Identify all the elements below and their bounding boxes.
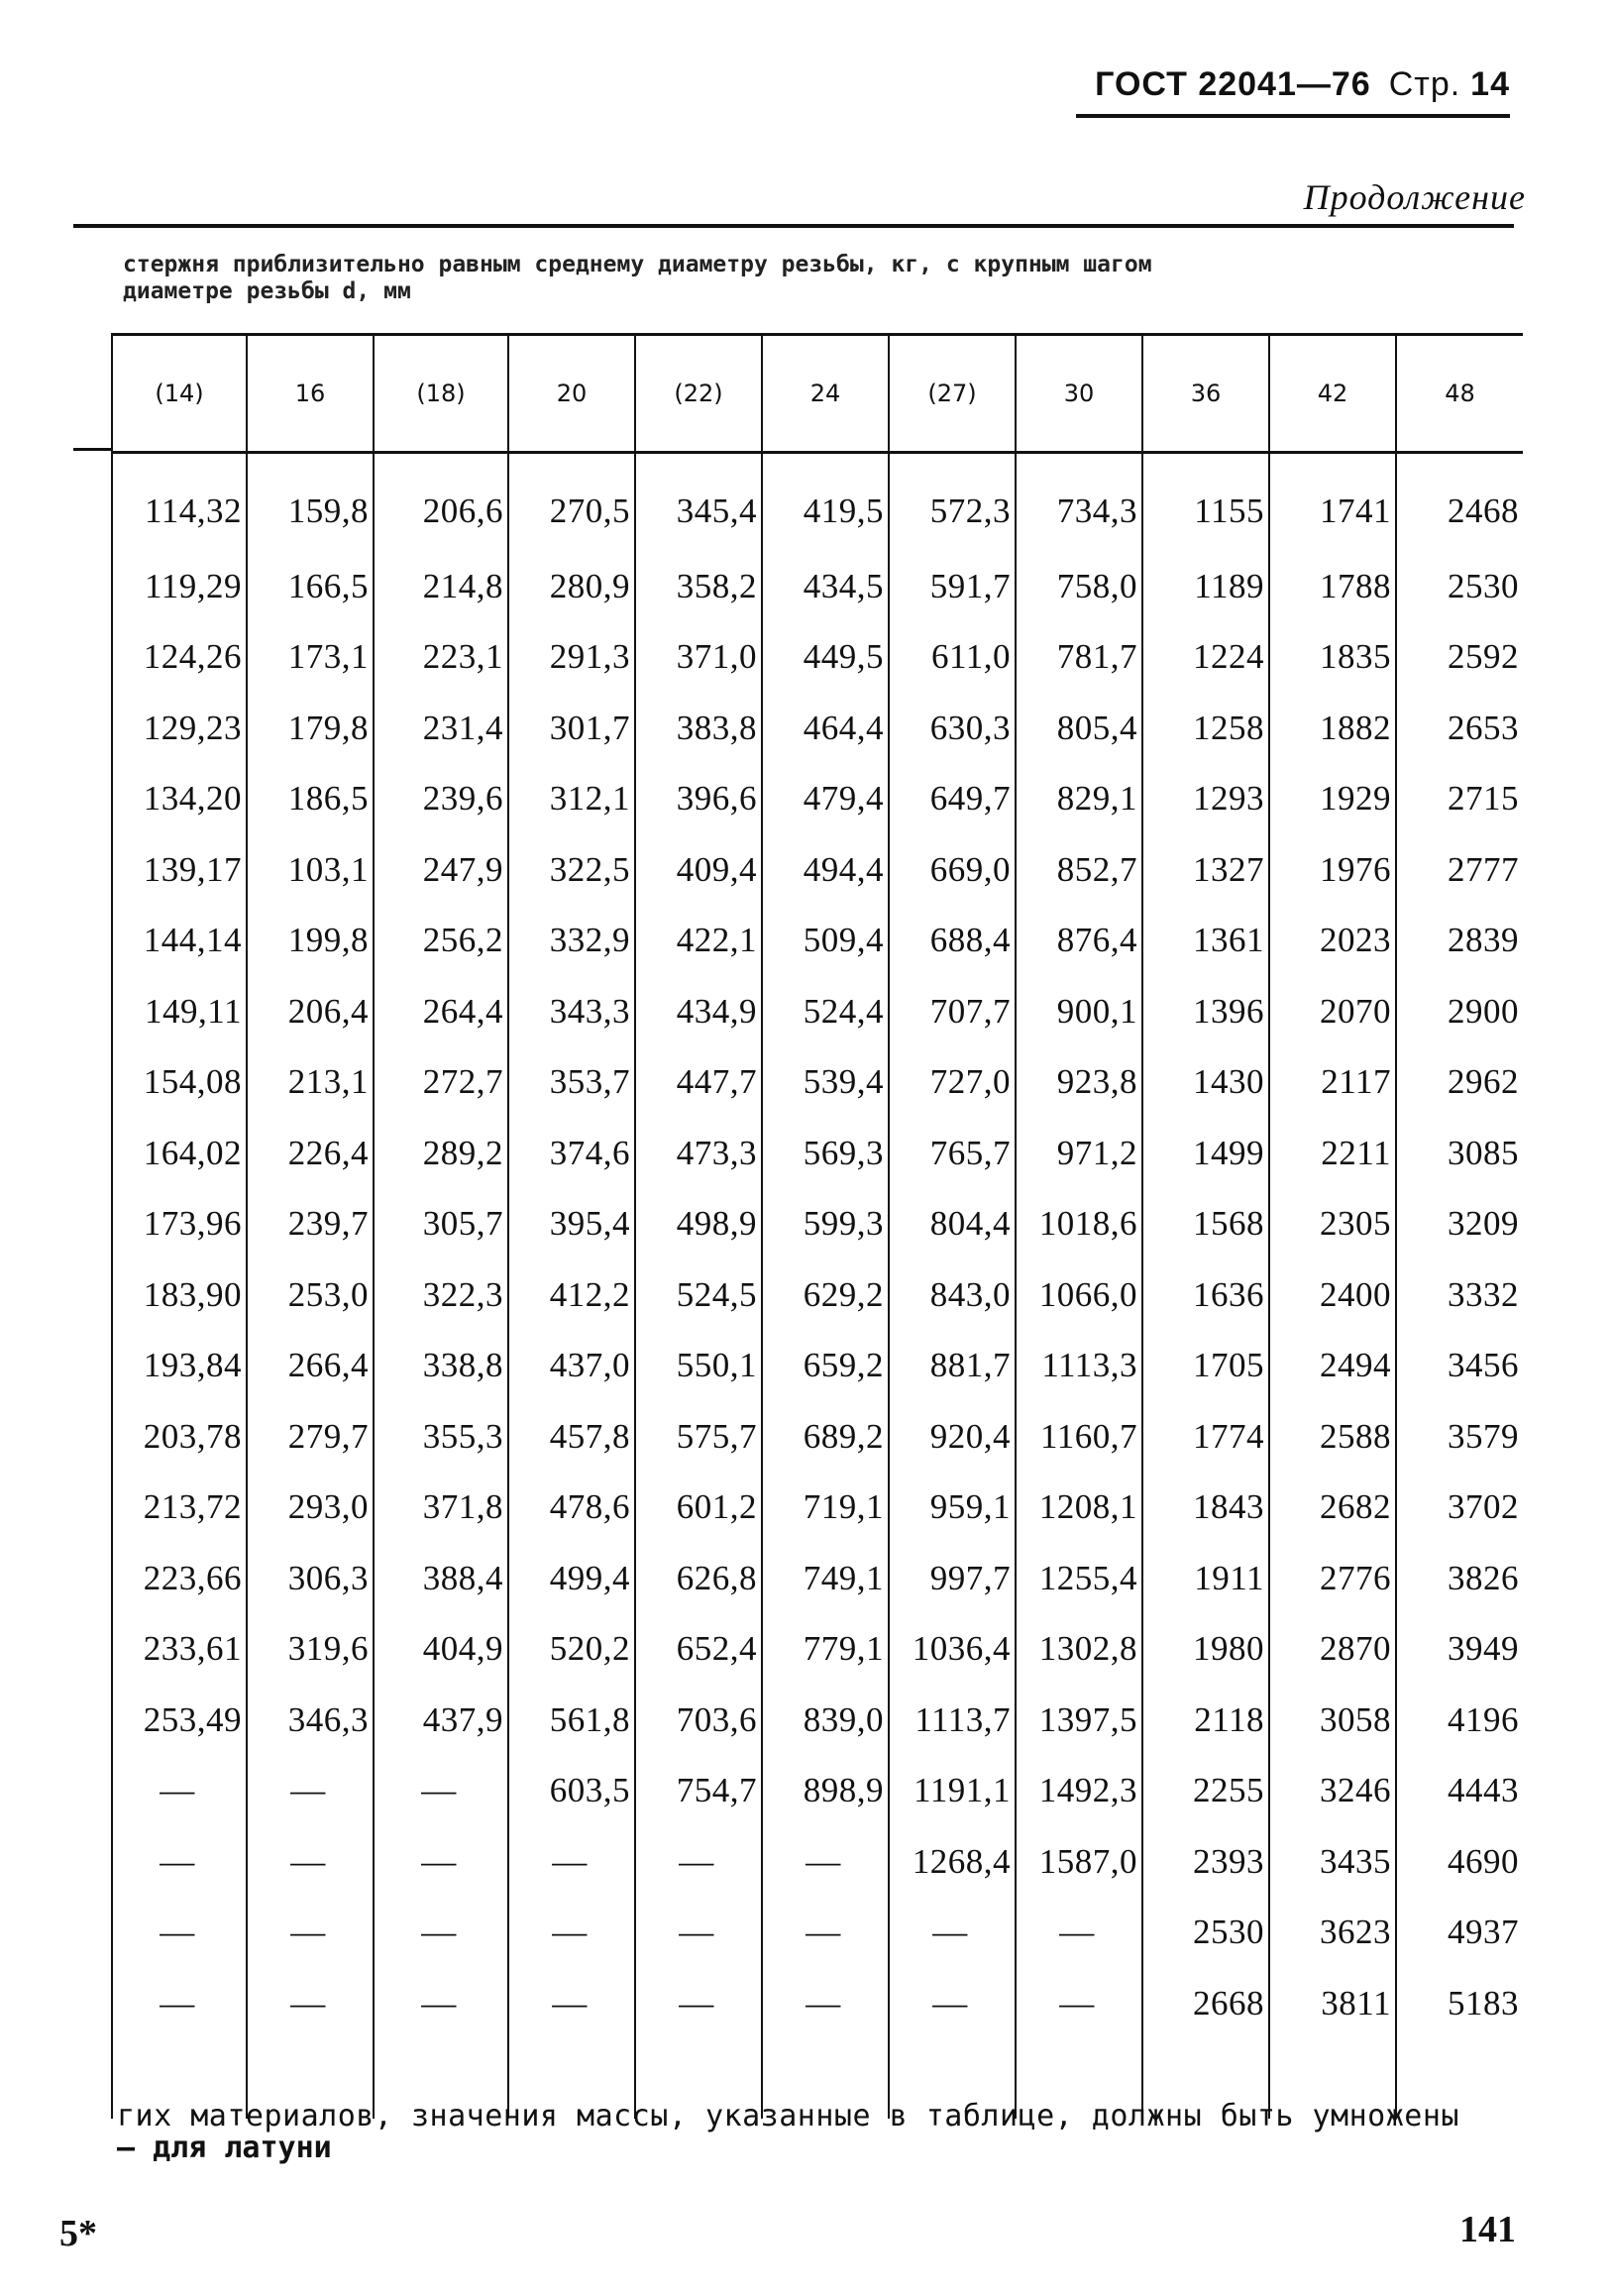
table-cell: 572,3 xyxy=(889,453,1016,552)
page-header xyxy=(1076,65,1510,118)
column-header: 16 xyxy=(247,335,374,453)
table-cell: 404,9 xyxy=(374,1614,508,1686)
table-cell: 371,8 xyxy=(374,1473,508,1544)
table-cell: — xyxy=(112,1756,247,1827)
table-body xyxy=(112,453,1523,2119)
standard-number: ГОСТ 22041—76 xyxy=(1095,65,1371,103)
table-cell: 179,8 xyxy=(247,693,374,764)
table-cell: 371,0 xyxy=(635,622,762,694)
table-cell: 434,5 xyxy=(762,551,889,622)
table-cell: 1980 xyxy=(1142,1614,1269,1686)
table-cell: 206,6 xyxy=(374,453,508,552)
table-cell: 923,8 xyxy=(1016,1047,1142,1119)
table-cell: 2962 xyxy=(1396,1047,1523,1119)
table-cell: 3435 xyxy=(1269,1826,1396,1898)
table-cell: 1741 xyxy=(1269,453,1396,552)
table-cell: 124,26 xyxy=(112,622,247,694)
table-cell: 346,3 xyxy=(247,1685,374,1756)
table-cell: 1113,7 xyxy=(889,1685,1016,1756)
table-cell: 669,0 xyxy=(889,834,1016,906)
table-cell: 2900 xyxy=(1396,976,1523,1047)
table-cell: 1224 xyxy=(1142,622,1269,694)
table-cell: 754,7 xyxy=(635,1756,762,1827)
table-cell: 103,1 xyxy=(247,834,374,906)
table-cell: 119,29 xyxy=(112,551,247,622)
table-cell: 256,2 xyxy=(374,906,508,977)
column-header: (27) xyxy=(889,335,1016,453)
table-cell: 186,5 xyxy=(247,764,374,835)
table-cell: 2070 xyxy=(1269,976,1396,1047)
table-cell: 338,8 xyxy=(374,1331,508,1402)
table-cell: 1361 xyxy=(1142,906,1269,977)
table-cell: 305,7 xyxy=(374,1189,508,1260)
table-cell: — xyxy=(508,1968,635,2039)
table-cell: 843,0 xyxy=(889,1259,1016,1331)
table-cell: 1066,0 xyxy=(1016,1259,1142,1331)
table-cell: — xyxy=(889,1898,1016,1969)
table-cell: — xyxy=(1016,1968,1142,2039)
table-caption xyxy=(123,252,1371,305)
table-cell: 4690 xyxy=(1396,1826,1523,1898)
table-cell: 765,7 xyxy=(889,1118,1016,1189)
table-cell: 1499 xyxy=(1142,1118,1269,1189)
table-cell: — xyxy=(112,1968,247,2039)
table-cell: 464,4 xyxy=(762,693,889,764)
table-cell: 1835 xyxy=(1269,622,1396,694)
table-cell: 779,1 xyxy=(762,1614,889,1686)
table-cell: 509,4 xyxy=(762,906,889,977)
table-cell: — xyxy=(112,1898,247,1969)
table-cell: 213,1 xyxy=(247,1047,374,1119)
table-cell: 2305 xyxy=(1269,1189,1396,1260)
table-cell: 434,9 xyxy=(635,976,762,1047)
header-left-stub xyxy=(73,448,111,451)
table-cell: 2668 xyxy=(1142,1968,1269,2039)
table-cell: 1911 xyxy=(1142,1543,1269,1614)
table-cell: 1396 xyxy=(1142,976,1269,1047)
column-header: (18) xyxy=(374,335,508,453)
table-cell: 291,3 xyxy=(508,622,635,694)
table-cell: 1705 xyxy=(1142,1331,1269,1402)
table-row xyxy=(112,976,1523,1047)
table-cell: 3811 xyxy=(1269,1968,1396,2039)
table-cell: 2530 xyxy=(1142,1898,1269,1969)
table-cell: 959,1 xyxy=(889,1473,1016,1544)
table-cell: 2870 xyxy=(1269,1614,1396,1686)
table-cell: 1191,1 xyxy=(889,1756,1016,1827)
table-cell: 437,0 xyxy=(508,1331,635,1402)
footer-line-2: — для латуни xyxy=(117,2131,332,2165)
table-cell: 280,9 xyxy=(508,551,635,622)
table-row xyxy=(112,1543,1523,1614)
table-cell: 591,7 xyxy=(889,551,1016,622)
table-cell: 2211 xyxy=(1269,1118,1396,1189)
table-cell: 881,7 xyxy=(889,1331,1016,1402)
table-cell: 719,1 xyxy=(762,1473,889,1544)
table-cell: 703,6 xyxy=(635,1685,762,1756)
table-cell: 253,49 xyxy=(112,1685,247,1756)
table-cell: 652,4 xyxy=(635,1614,762,1686)
table-cell: 601,2 xyxy=(635,1473,762,1544)
table-cell: 520,2 xyxy=(508,1614,635,1686)
table-cell: 852,7 xyxy=(1016,834,1142,906)
table-cell: 550,1 xyxy=(635,1331,762,1402)
table-cell: — xyxy=(762,1898,889,1969)
header-row xyxy=(112,335,1523,453)
table-cell: 2400 xyxy=(1269,1259,1396,1331)
table-cell: 3623 xyxy=(1269,1898,1396,1969)
table-cell: 1492,3 xyxy=(1016,1756,1142,1827)
column-header: 20 xyxy=(508,335,635,453)
table-cell: 345,4 xyxy=(635,453,762,552)
table-cell: 2682 xyxy=(1269,1473,1396,1544)
table-cell: 569,3 xyxy=(762,1118,889,1189)
table-row xyxy=(112,693,1523,764)
table-cell: 457,8 xyxy=(508,1401,635,1473)
table-cell: — xyxy=(889,1968,1016,2039)
table-row xyxy=(112,834,1523,906)
table-cell: 5183 xyxy=(1396,1968,1523,2039)
caption-line-1: стержня приблизительно равным среднему диаметру резьбы, кг, с крупным шагом xyxy=(123,252,1152,277)
table-cell: 2530 xyxy=(1396,551,1523,622)
table-cell: — xyxy=(635,1826,762,1898)
table-cell: 193,84 xyxy=(112,1331,247,1402)
table-cell: 226,4 xyxy=(247,1118,374,1189)
table-cell: 749,1 xyxy=(762,1543,889,1614)
table-cell: 1113,3 xyxy=(1016,1331,1142,1402)
table-cell: 3085 xyxy=(1396,1118,1523,1189)
table-cell: 322,5 xyxy=(508,834,635,906)
table-cell: 388,4 xyxy=(374,1543,508,1614)
table-cell: 997,7 xyxy=(889,1543,1016,1614)
table-cell: 395,4 xyxy=(508,1189,635,1260)
table-cell: 498,9 xyxy=(635,1189,762,1260)
table-cell: 1293 xyxy=(1142,764,1269,835)
table-cell: 319,6 xyxy=(247,1614,374,1686)
table-cell: 279,7 xyxy=(247,1401,374,1473)
table-cell: 173,1 xyxy=(247,622,374,694)
table-cell: 758,0 xyxy=(1016,551,1142,622)
column-header: (22) xyxy=(635,335,762,453)
table-cell: 223,66 xyxy=(112,1543,247,1614)
table-cell: 4937 xyxy=(1396,1898,1523,1969)
table-cell: 494,4 xyxy=(762,834,889,906)
table-cell: 419,5 xyxy=(762,453,889,552)
table-cell: 139,17 xyxy=(112,834,247,906)
table-cell: 2653 xyxy=(1396,693,1523,764)
table-cell: 409,4 xyxy=(635,834,762,906)
table-cell: — xyxy=(112,1826,247,1898)
table-cell: 253,0 xyxy=(247,1259,374,1331)
table-cell: 1788 xyxy=(1269,551,1396,622)
table-cell: 264,4 xyxy=(374,976,508,1047)
table-cell: 3826 xyxy=(1396,1543,1523,1614)
table-cell: 1258 xyxy=(1142,693,1269,764)
table-cell: 383,8 xyxy=(635,693,762,764)
table-cell: — xyxy=(762,1826,889,1898)
table-cell: 2839 xyxy=(1396,906,1523,977)
table-area xyxy=(73,333,1519,2085)
table-cell: 449,5 xyxy=(762,622,889,694)
table-cell: 689,2 xyxy=(762,1401,889,1473)
table-row xyxy=(112,1189,1523,1260)
sheet-mark: 5* xyxy=(59,2213,97,2254)
table-row xyxy=(112,906,1523,977)
table-cell: 1189 xyxy=(1142,551,1269,622)
table-cell: — xyxy=(635,1968,762,2039)
table-cell: — xyxy=(247,1826,374,1898)
table-row xyxy=(112,1898,1523,1969)
table-cell: 920,4 xyxy=(889,1401,1016,1473)
table-cell: 355,3 xyxy=(374,1401,508,1473)
table-cell: 3579 xyxy=(1396,1401,1523,1473)
footer-text xyxy=(117,2101,1504,2164)
table-cell: 1208,1 xyxy=(1016,1473,1142,1544)
table-cell: 1843 xyxy=(1142,1473,1269,1544)
table-cell: 900,1 xyxy=(1016,976,1142,1047)
table-cell: 3949 xyxy=(1396,1614,1523,1686)
table-cell: 422,1 xyxy=(635,906,762,977)
table-cell: 289,2 xyxy=(374,1118,508,1189)
table-cell: 4443 xyxy=(1396,1756,1523,1827)
table-cell: 144,14 xyxy=(112,906,247,977)
continuation-label: Продолжение xyxy=(1303,177,1526,217)
column-header: (14) xyxy=(112,335,247,453)
table-cell: 301,7 xyxy=(508,693,635,764)
column-header: 48 xyxy=(1396,335,1523,453)
page-number: 141 xyxy=(1459,2209,1516,2250)
table-cell: 206,4 xyxy=(247,976,374,1047)
table-cell: 839,0 xyxy=(762,1685,889,1756)
table-cell: 437,9 xyxy=(374,1685,508,1756)
table-row xyxy=(112,453,1523,552)
table-cell: 343,3 xyxy=(508,976,635,1047)
table-cell: 539,4 xyxy=(762,1047,889,1119)
table-cell: 603,5 xyxy=(508,1756,635,1827)
table-cell: 154,08 xyxy=(112,1047,247,1119)
table-cell: 149,11 xyxy=(112,976,247,1047)
table-row xyxy=(112,1047,1523,1119)
table-cell: 247,9 xyxy=(374,834,508,906)
table-cell: 2023 xyxy=(1269,906,1396,977)
table-cell: 473,3 xyxy=(635,1118,762,1189)
table-cell: 353,7 xyxy=(508,1047,635,1119)
table-cell: 233,61 xyxy=(112,1614,247,1686)
table-row xyxy=(112,1473,1523,1544)
table-cell: 688,4 xyxy=(889,906,1016,977)
table-cell: 223,1 xyxy=(374,622,508,694)
table-cell: — xyxy=(247,1898,374,1969)
table-cell: 805,4 xyxy=(1016,693,1142,764)
table-cell: — xyxy=(508,1898,635,1969)
table-cell: 1976 xyxy=(1269,834,1396,906)
table-cell: 239,6 xyxy=(374,764,508,835)
table-cell: 804,4 xyxy=(889,1189,1016,1260)
table-cell: 629,2 xyxy=(762,1259,889,1331)
table-cell: 2715 xyxy=(1396,764,1523,835)
table-row xyxy=(112,1756,1523,1827)
table-cell: 829,1 xyxy=(1016,764,1142,835)
table-row xyxy=(112,764,1523,835)
table-cell: 1568 xyxy=(1142,1189,1269,1260)
table-cell: 3702 xyxy=(1396,1473,1523,1544)
table-cell: 707,7 xyxy=(889,976,1016,1047)
table-row xyxy=(112,1331,1523,1402)
table-cell: 358,2 xyxy=(635,551,762,622)
table-cell: 781,7 xyxy=(1016,622,1142,694)
table-cell: 2592 xyxy=(1396,622,1523,694)
table-cell: 129,23 xyxy=(112,693,247,764)
table-cell: 4196 xyxy=(1396,1685,1523,1756)
table-cell: 159,8 xyxy=(247,453,374,552)
table-cell: 1929 xyxy=(1269,764,1396,835)
table-cell: 561,8 xyxy=(508,1685,635,1756)
table-cell: 599,3 xyxy=(762,1189,889,1260)
table-cell: 374,6 xyxy=(508,1118,635,1189)
table-cell: 213,72 xyxy=(112,1473,247,1544)
table-cell: 312,1 xyxy=(508,764,635,835)
table-cell: 166,5 xyxy=(247,551,374,622)
table-row xyxy=(112,1614,1523,1686)
table-cell: 1268,4 xyxy=(889,1826,1016,1898)
table-cell: 1302,8 xyxy=(1016,1614,1142,1686)
table-cell: 2776 xyxy=(1269,1543,1396,1614)
table-row xyxy=(112,622,1523,694)
table-cell: 412,2 xyxy=(508,1259,635,1331)
table-cell: — xyxy=(1016,1898,1142,1969)
table-cell: 2118 xyxy=(1142,1685,1269,1756)
table-cell: 231,4 xyxy=(374,693,508,764)
table-cell: 293,0 xyxy=(247,1473,374,1544)
caption-line-2: диаметре резьбы d, мм xyxy=(123,278,411,304)
table-cell: 575,7 xyxy=(635,1401,762,1473)
table-row xyxy=(112,551,1523,622)
table-cell: 971,2 xyxy=(1016,1118,1142,1189)
table-cell: 1160,7 xyxy=(1016,1401,1142,1473)
table-cell: 306,3 xyxy=(247,1543,374,1614)
table-cell: 524,5 xyxy=(635,1259,762,1331)
table-cell: 659,2 xyxy=(762,1331,889,1402)
table-cell: 630,3 xyxy=(889,693,1016,764)
table-cell: 1327 xyxy=(1142,834,1269,906)
table-cell: 173,96 xyxy=(112,1189,247,1260)
table-cell: 3058 xyxy=(1269,1685,1396,1756)
table-cell: 1397,5 xyxy=(1016,1685,1142,1756)
table-cell: 1636 xyxy=(1142,1259,1269,1331)
table-cell: 727,0 xyxy=(889,1047,1016,1119)
column-header: 30 xyxy=(1016,335,1142,453)
table-cell: — xyxy=(247,1968,374,2039)
table-cell: 332,9 xyxy=(508,906,635,977)
column-header: 42 xyxy=(1269,335,1396,453)
table-row xyxy=(112,1118,1523,1189)
table-cell: 1018,6 xyxy=(1016,1189,1142,1260)
table-cell: 322,3 xyxy=(374,1259,508,1331)
table-cell: 1774 xyxy=(1142,1401,1269,1473)
table-cell: 524,4 xyxy=(762,976,889,1047)
top-rule xyxy=(73,224,1514,228)
table-cell: 266,4 xyxy=(247,1331,374,1402)
table-row xyxy=(112,1826,1523,1898)
table-cell: 2777 xyxy=(1396,834,1523,906)
table-row xyxy=(112,1685,1523,1756)
table-cell: 2255 xyxy=(1142,1756,1269,1827)
table-cell: 499,4 xyxy=(508,1543,635,1614)
table-cell: 479,4 xyxy=(762,764,889,835)
table-cell: — xyxy=(508,1826,635,1898)
table-cell: 239,7 xyxy=(247,1189,374,1260)
table-cell: 134,20 xyxy=(112,764,247,835)
table-cell: 114,32 xyxy=(112,453,247,552)
table-cell: 2393 xyxy=(1142,1826,1269,1898)
table-cell: 626,8 xyxy=(635,1543,762,1614)
table-cell: — xyxy=(635,1898,762,1969)
table-cell: — xyxy=(374,1968,508,2039)
table-cell: — xyxy=(247,1756,374,1827)
table-cell: 3209 xyxy=(1396,1189,1523,1260)
table-cell: 1882 xyxy=(1269,693,1396,764)
table-cell: 164,02 xyxy=(112,1118,247,1189)
table-cell: 396,6 xyxy=(635,764,762,835)
table-row xyxy=(112,1968,1523,2039)
table-cell: 203,78 xyxy=(112,1401,247,1473)
table-cell: 898,9 xyxy=(762,1756,889,1827)
table-cell: 1255,4 xyxy=(1016,1543,1142,1614)
table-cell: 214,8 xyxy=(374,551,508,622)
footer-line-1: гих материалов, значения массы, указанные в таблице, должны быть умножены xyxy=(117,2099,1459,2133)
table-cell: — xyxy=(374,1898,508,1969)
table-cell: 3332 xyxy=(1396,1259,1523,1331)
table-cell: 1587,0 xyxy=(1016,1826,1142,1898)
table-cell: 447,7 xyxy=(635,1047,762,1119)
table-cell: 1036,4 xyxy=(889,1614,1016,1686)
mass-table xyxy=(111,333,1523,2119)
table-cell: — xyxy=(762,1968,889,2039)
table-cell: — xyxy=(374,1756,508,1827)
table-cell: 3246 xyxy=(1269,1756,1396,1827)
table-cell: 270,5 xyxy=(508,453,635,552)
page-number-top: 14 xyxy=(1470,65,1510,103)
table-cell: 876,4 xyxy=(1016,906,1142,977)
table-cell: 649,7 xyxy=(889,764,1016,835)
table-row xyxy=(112,1259,1523,1331)
table-cell: 1430 xyxy=(1142,1047,1269,1119)
table-cell: 2494 xyxy=(1269,1331,1396,1402)
table-cell: 1155 xyxy=(1142,453,1269,552)
page-label: Стр. xyxy=(1388,65,1461,103)
table-cell: 478,6 xyxy=(508,1473,635,1544)
table-cell: — xyxy=(374,1826,508,1898)
table-cell: 2468 xyxy=(1396,453,1523,552)
column-header: 24 xyxy=(762,335,889,453)
column-header: 36 xyxy=(1142,335,1269,453)
table-cell: 183,90 xyxy=(112,1259,247,1331)
table-cell: 2588 xyxy=(1269,1401,1396,1473)
table-cell: 734,3 xyxy=(1016,453,1142,552)
table-cell: 2117 xyxy=(1269,1047,1396,1119)
table-cell: 611,0 xyxy=(889,622,1016,694)
table-cell: 3456 xyxy=(1396,1331,1523,1402)
table-row xyxy=(112,1401,1523,1473)
table-cell: 199,8 xyxy=(247,906,374,977)
table-cell: 272,7 xyxy=(374,1047,508,1119)
